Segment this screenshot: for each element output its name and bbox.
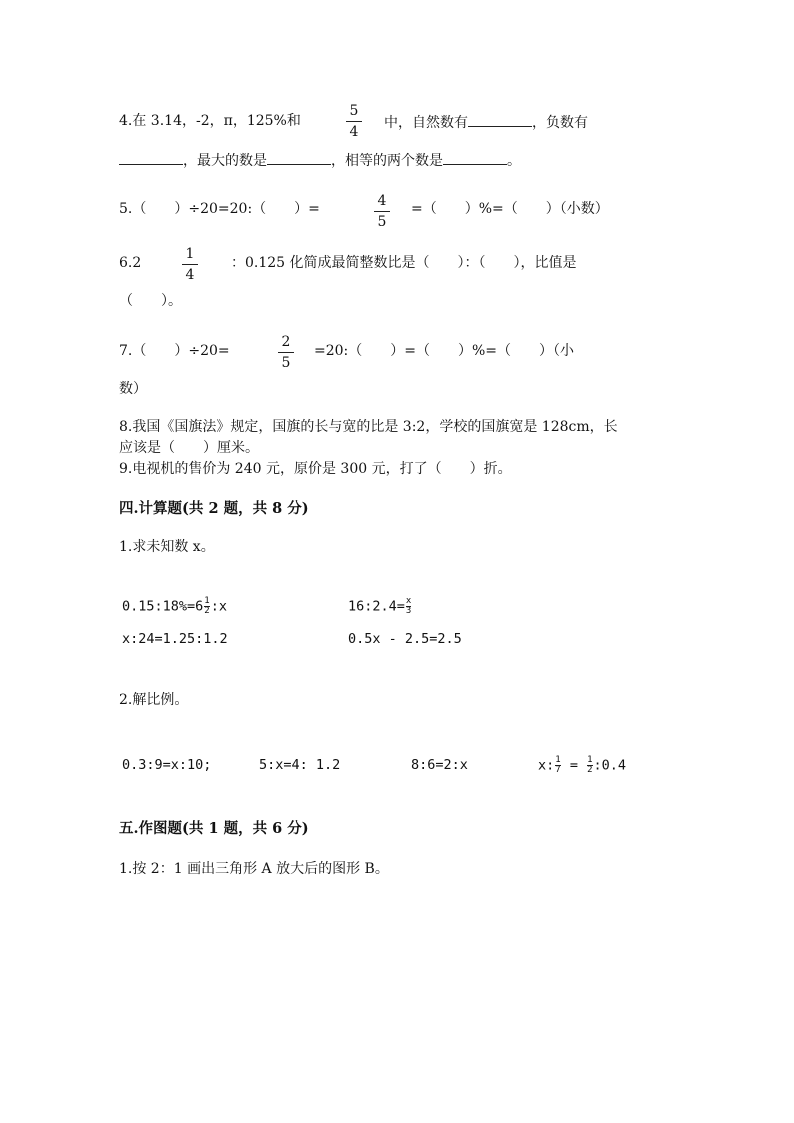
q4-line1 [119, 112, 301, 130]
section4-p2-eq4-b: :0.4 [593, 757, 627, 774]
q6-text-a: 6.2 [119, 255, 142, 271]
q9-line1 [119, 460, 512, 478]
section5-title: 五.作图题(共 1 题，共 6 分) [119, 820, 309, 837]
q4-blank-largest[interactable] [267, 150, 331, 165]
q5-text-a: 5.（ ）÷20=20:（ ）= [119, 201, 320, 217]
section4-eq1-frac-num: 1 [204, 596, 210, 606]
section4-p2-eq4-frac2-den: 2 [587, 765, 593, 775]
q4-text-c: ，负数有 [532, 115, 588, 131]
q4-text-a: 4.在 3.14，-2，π，125%和 [119, 113, 301, 129]
q7-line-a [119, 342, 230, 360]
section4-eq2-frac-den: 3 [405, 606, 412, 616]
q5-fraction [374, 193, 390, 230]
q6-fraction [182, 246, 198, 283]
section4-eq2-frac [406, 597, 411, 616]
q4-line2 [119, 150, 521, 170]
section4-eq4: 0.5x - 2.5=2.5 [348, 631, 462, 647]
section4-p2-eq3: 8:6=2:x [411, 757, 468, 773]
q4-frac-num: 5 [349, 103, 359, 119]
q6-text-c: （ ）。 [119, 293, 182, 309]
section4-eq1-a: 0.15:18%=6 [122, 598, 204, 615]
q6-line2 [119, 292, 182, 310]
q5-frac-num: 4 [377, 193, 387, 209]
q7-line-b [314, 342, 574, 360]
q4-line1-b [384, 112, 588, 132]
section4-eq2-frac-num: x [405, 596, 412, 606]
q4-frac-den: 4 [349, 124, 359, 140]
q4-text-f: 。 [507, 153, 521, 169]
q7-frac-num: 2 [281, 334, 291, 350]
q7-frac-den: 5 [281, 355, 291, 371]
q7-text-b: =20:（ ）=（ ）%=（ ）（小 [314, 343, 575, 359]
q4-blank-equal[interactable] [443, 150, 507, 165]
q6-line-b [231, 254, 577, 272]
section4-p1-title: 1.求未知数 x。 [119, 539, 215, 555]
q5-line-b [411, 200, 609, 218]
q6-line-a [119, 254, 141, 272]
q8-line1 [119, 418, 618, 436]
q6-frac-den: 4 [185, 267, 195, 283]
q5-text-b: =（ ）%=（ ）（小数） [411, 201, 609, 217]
q7-text-a: 7.（ ）÷20= [119, 343, 230, 359]
section4-p2-eq4-frac1 [555, 756, 560, 775]
section4-p2-eq4-mid: = [569, 757, 578, 774]
q5-line-a [119, 200, 320, 218]
q8-text-a: 8.我国《国旗法》规定，国旗的长与宽的比是 3:2，学校的国旗宽是 128cm，长 [119, 419, 618, 435]
section4-eq1-b: :x [210, 598, 227, 615]
q4-fraction [346, 103, 362, 140]
section4-p2-eq2: 5:x=4: 1.2 [259, 757, 341, 773]
section5-p1: 1.按 2：1 画出三角形 A 放大后的图形 B。 [119, 861, 389, 877]
section4-eq1-frac-den: 2 [204, 606, 210, 616]
q4-blank-negative[interactable] [119, 150, 183, 165]
section4-p2-eq4 [538, 756, 626, 775]
q5-frac-den: 5 [377, 214, 387, 230]
q7-line2 [119, 380, 147, 398]
section4-title: 四.计算题(共 2 题，共 8 分) [119, 500, 309, 517]
section4-eq3: x:24=1.25:1.2 [122, 631, 228, 647]
section4-eq2-a: 16:2.4= [348, 598, 405, 615]
q7-text-c: 数） [119, 381, 147, 397]
q8-text-b: 应该是（ ）厘米。 [119, 440, 259, 456]
section4-eq1 [122, 597, 227, 616]
q4-text-e: ，相等的两个数是 [331, 153, 443, 169]
q7-fraction [278, 334, 294, 371]
q8-line2 [119, 439, 259, 457]
section4-p2-title: 2.解比例。 [119, 692, 189, 708]
q4-text-b: 中，自然数有 [384, 115, 468, 131]
q6-text-b: ：0.125 化简成最简整数比是（ ）：（ ），比值是 [231, 255, 577, 271]
section4-p2-eq1: 0.3:9=x:10; [122, 757, 212, 773]
q4-text-d: ，最大的数是 [183, 153, 267, 169]
section4-p2-eq4-frac1-den: 7 [555, 765, 561, 775]
section4-p2-eq4-frac2 [587, 756, 592, 775]
section4-eq2 [348, 597, 412, 616]
q9-text-a: 9.电视机的售价为 240 元，原价是 300 元，打了（ ）折。 [119, 461, 512, 477]
section4-eq1-frac [204, 597, 209, 616]
q4-blank-natural[interactable] [468, 112, 532, 127]
section4-p2-eq4-frac1-num: 1 [555, 755, 561, 765]
q6-frac-num: 1 [185, 246, 195, 262]
section4-p2-eq4-frac2-num: 1 [587, 755, 593, 765]
section4-p2-eq4-a: x: [538, 757, 555, 774]
